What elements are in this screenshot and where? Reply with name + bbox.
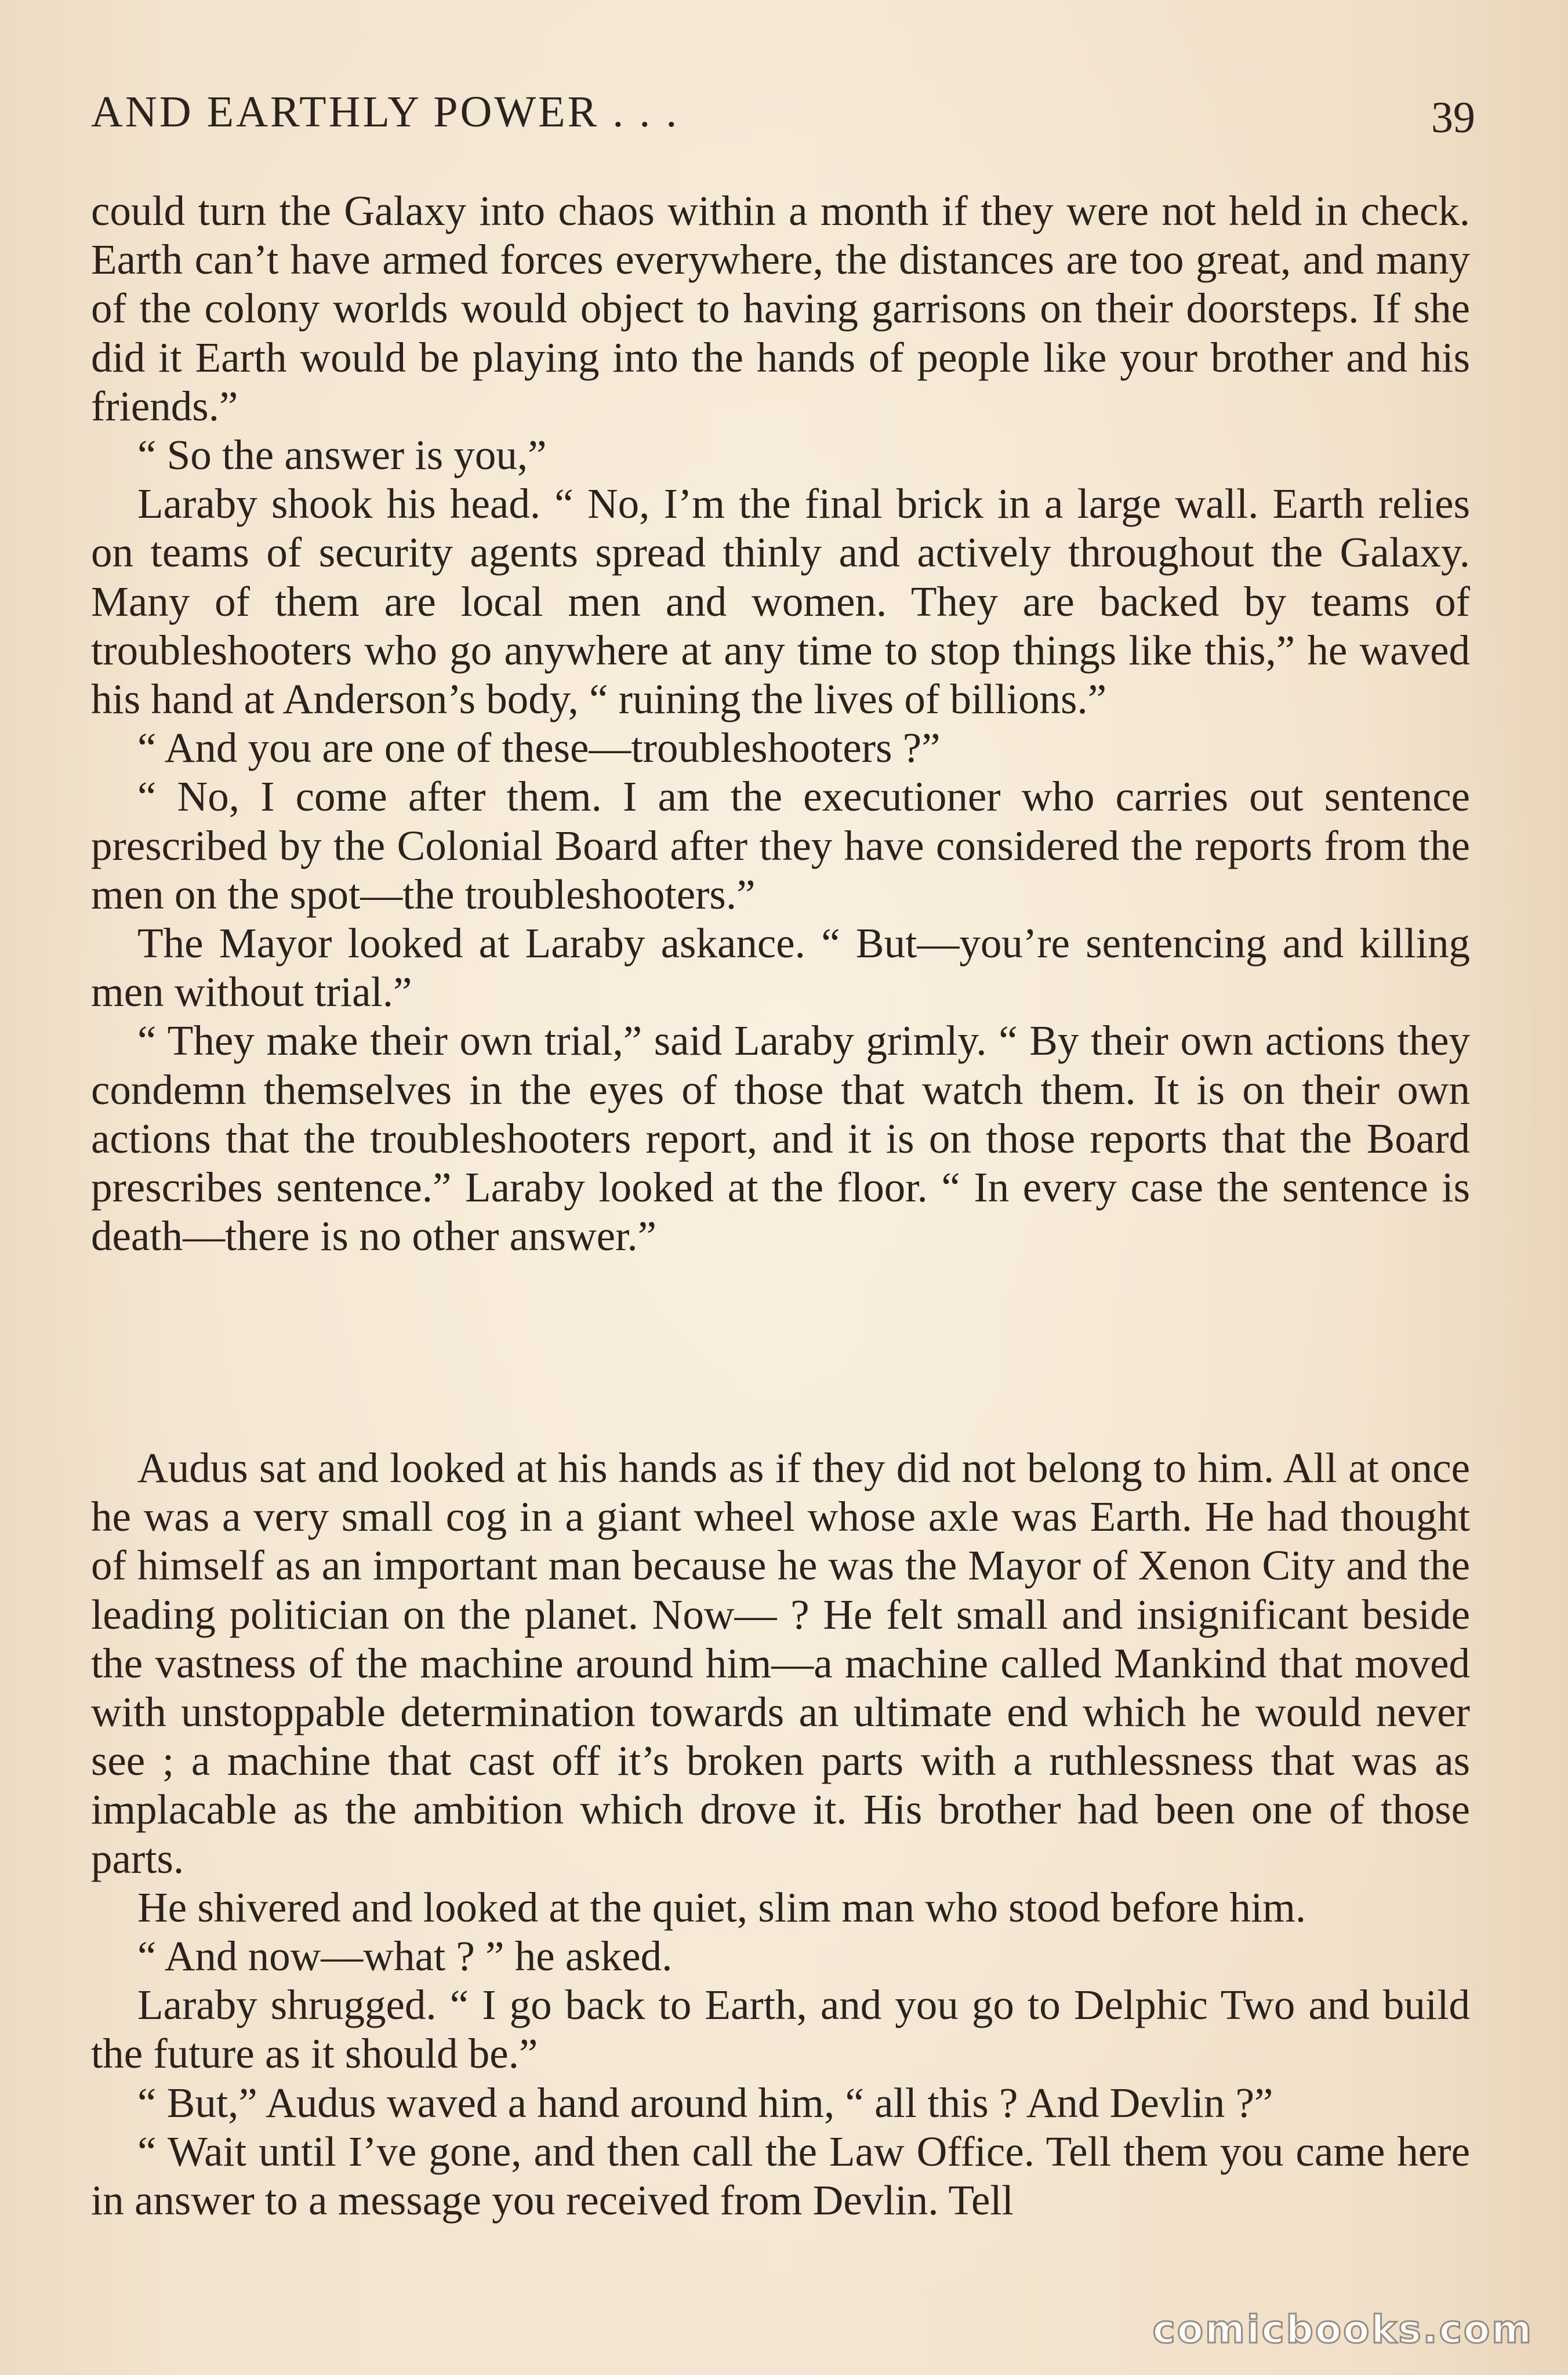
paragraph: “ They make their own trial,” said Laraby grimly. “ By their own actions they condemn themselves in the eyes of those that watch them. It is on their own actions that the troubleshooters report, and it is on those reports that the Board prescribes sentence.” Laraby looked at the floor. “ In every case the sentence is death—there is no other answer.” bbox=[91, 1017, 1470, 1260]
paragraph: “ No, I come after them. I am the executioner who carries out sentence prescribed by the Colonial Board after they have considered the reports from the men on the spot—the troubleshooters.” bbox=[91, 773, 1470, 918]
paragraph: Laraby shook his head. “ No, I’m the final brick in a large wall. Earth relies on teams of security agents spread thinly and actively throughout the Galaxy. Many of them are local men and women. They are backed by teams of troubleshooters who go anywhere at any time to stop things like this,” he waved his hand at Anderson’s body, “ ruining the lives of billions.” bbox=[91, 480, 1470, 723]
page-number: 39 bbox=[1431, 93, 1475, 142]
paragraph: The Mayor looked at Laraby askance. “ But—you’re sentencing and killing men without trial.” bbox=[91, 920, 1470, 1016]
paragraph: could turn the Galaxy into chaos within a month if they were not held in check. Earth can’t have armed forces everywhere, the distances are too great, and many of the colony worlds would object to having garrisons on their doorsteps. If she did it Earth would be playing into the hands of people like your brother and his friends.” bbox=[91, 187, 1470, 430]
running-head: AND EARTHLY POWER . . . bbox=[91, 88, 680, 136]
paragraph: He shivered and looked at the quiet, slim man who stood before him. bbox=[137, 1883, 1306, 1931]
paragraph: “ And now—what ? ” he asked. bbox=[137, 1933, 673, 1980]
paragraph: Laraby shrugged. “ I go back to Earth, and you go to Delphic Two and build the future as it should be.” bbox=[91, 1981, 1470, 2078]
text-block-lower bbox=[91, 1444, 1470, 2225]
paragraph: “ Wait until I’ve gone, and then call the Law Office. Tell them you came here in answer to a message you received from Devlin. Tell bbox=[91, 2127, 1470, 2224]
paragraph: Audus sat and looked at his hands as if they did not belong to him. All at once he was a very small cog in a giant wheel whose axle was Earth. He had thought of himself as an important man because he was the Mayor of Xenon City and the leading politician on the planet. Now— ? He felt small and insignificant beside the vastness of the machine around him—a machine called Mankind that moved with unstoppable determination towards an ultimate end which he would never see ; a machine that cast off it’s broken parts with a ruthlessness that was as implacable as the ambition which drove it. His brother had been one of those parts. bbox=[91, 1444, 1470, 1882]
paragraph: “ So the answer is you,” bbox=[137, 431, 547, 479]
paragraph: “ But,” Audus waved a hand around him, “ all this ? And Devlin ?” bbox=[137, 2079, 1273, 2126]
paragraph: “ And you are one of these—troubleshooters ?” bbox=[137, 724, 941, 772]
text-block-upper bbox=[91, 187, 1470, 1261]
watermark: comicbooks.com bbox=[1152, 2307, 1533, 2352]
